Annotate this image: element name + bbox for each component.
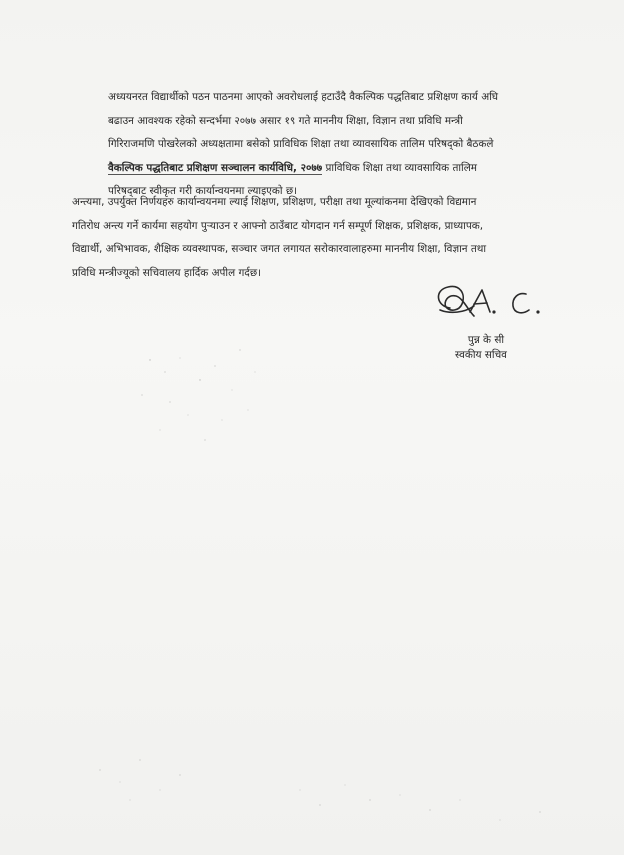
signer-name: पुन्न के सी xyxy=(467,334,505,346)
paragraph-line: अध्ययनरत विद्यार्थीको पठन पाठनमा आएको अवरोधलाई हटाउँदै वैकल्पिक पद्धतिबाट प्रशिक्षण कार्य अघि xyxy=(108,91,499,103)
paragraph-line: विद्यार्थी, अभिभावक, शैक्षिक व्यवस्थापक, सञ्चार जगत लगायत सरोकारवालाहरुमा माननीय शिक्षा, विज्ञान तथा xyxy=(72,243,487,255)
paragraph-appeal xyxy=(72,191,610,285)
procedure-title: वैकल्पिक पद्धतिबाट प्रशिक्षण सञ्चालन कार्यविधि, २०७७ xyxy=(108,161,323,174)
paragraph-decision xyxy=(108,86,608,204)
paragraph-line-rest: प्राविधिक शिक्षा तथा व्यावसायिक तालिम xyxy=(322,161,478,174)
handwritten-signature xyxy=(430,280,580,330)
paragraph-line: बढाउन आवश्यक रहेको सन्दर्भमा २०७७ असार १९ गते माननीय शिक्षा, विज्ञान तथा प्रविधि मन्त्री xyxy=(108,114,463,127)
paragraph-line: गतिरोध अन्त्य गर्ने कार्यमा सहयोग पुर्‍याउन र आफ्नो ठाउँबाट योगदान गर्न सम्पूर्ण शिक्षक, प्रशिक्षक, प्राध्यापक, xyxy=(72,219,484,232)
paragraph-line: प्रविधि मन्त्रीज्यूको सचिवालय हार्दिक अपील गर्दछ। xyxy=(72,266,262,279)
signer-title: स्वकीय सचिव xyxy=(455,349,507,361)
paragraph-line: परिषद्‌बाट स्वीकृत गरी कार्यान्वयनमा ल्याइएको छ। xyxy=(108,185,298,197)
paragraph-line: अन्त्यमा, उपर्युक्त निर्णयहरु कार्यान्वयनमा ल्याई शिक्षण, प्रशिक्षण, परीक्षा तथा मूल्यांकनमा देखिएको विद्यमान xyxy=(72,196,477,208)
paragraph-line xyxy=(108,157,608,181)
paragraph-line: गिरिराजमणि पोखरेलको अध्यक्षतामा बसेको प्राविधिक शिक्षा तथा व्यावसायिक तालिम परिषद्को बैठकले xyxy=(108,138,494,150)
